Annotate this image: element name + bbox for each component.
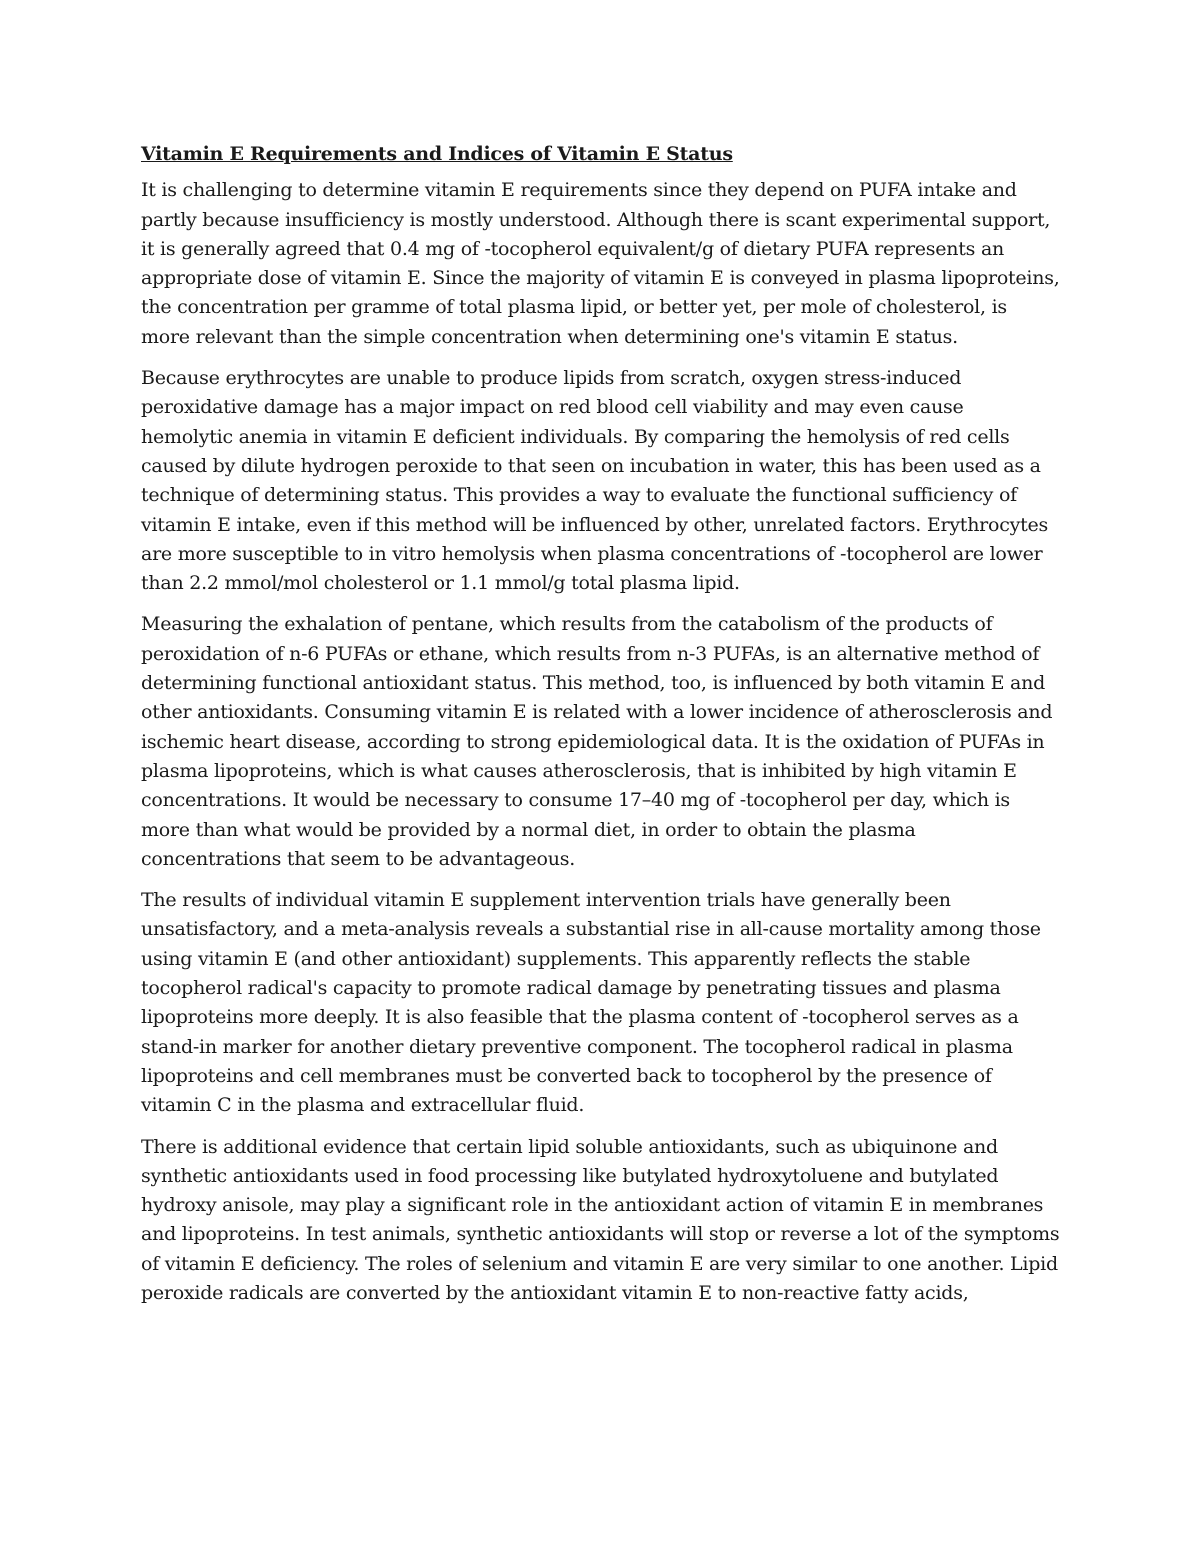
document-body [141, 140, 1061, 1320]
document-title: Vitamin E Requirements and Indices of Vitamin E Status [141, 143, 733, 165]
paragraph-5: There is additional evidence that certain lipid soluble antioxidants, such as ubiquinone and synthetic antioxidants used in food processing like butylated hydroxytoluene and butylated hydroxy anisole, may play a significant role in the antioxidant action of vitamin E in membranes and lipoproteins. In test animals, synthetic antioxidants will stop or reverse a lot of the symptoms of vitamin E deficiency. The roles of selenium and vitamin E are very similar to one another. Lipid peroxide radicals are converted by the antioxidant vitamin E to non-reactive fatty acids, [141, 1135, 1060, 1304]
paragraph-3: Measuring the exhalation of pentane, which results from the catabolism of the products of peroxidation of n-6 PUFAs or ethane, which results from n-3 PUFAs, is an alternative method of determining functional antioxidant status. This method, too, is influenced by both vitamin E and other antioxidants. Consuming vitamin E is related with a lower incidence of atherosclerosis and ischemic heart disease, according to strong epidemiological data. It is the oxidation of PUFAs in plasma lipoproteins, which is what causes atherosclerosis, that is inhibited by high vitamin E concentrations. It would be necessary to consume 17–40 mg of -tocopherol per day, which is more than what would be provided by a normal diet, in order to obtain the plasma concentrations that seem to be advantageous. [141, 613, 1053, 870]
paragraph-4: The results of individual vitamin E supplement intervention trials have generally been unsatisfactory, and a meta-analysis reveals a substantial rise in all-cause mortality among those using vitamin E (and other antioxidant) supplements. This apparently reflects the stable tocopherol radical's capacity to promote radical damage by penetrating tissues and plasma lipoproteins more deeply. It is also feasible that the plasma content of -tocopherol serves as a stand-in marker for another dietary preventive component. The tocopherol radical in plasma lipoproteins and cell membranes must be converted back to tocopherol by the presence of vitamin C in the plasma and extracellular fluid. [141, 889, 1041, 1117]
paragraph-1: It is challenging to determine vitamin E requirements since they depend on PUFA intake and partly because insufficiency is mostly understood. Although there is scant experimental support, it is generally agreed that 0.4 mg of -tocopherol equivalent/g of dietary PUFA represents an appropriate dose of vitamin E. Since the majority of vitamin E is conveyed in plasma lipoproteins, the concentration per gramme of total plasma lipid, or better yet, per mole of cholesterol, is more relevant than the simple concentration when determining one's vitamin E status. [141, 179, 1060, 348]
paragraph-2: Because erythrocytes are unable to produce lipids from scratch, oxygen stress-induced peroxidative damage has a major impact on red blood cell viability and may even cause hemolytic anemia in vitamin E deficient individuals. By comparing the hemolysis of red cells caused by dilute hydrogen peroxide to that seen on incubation in water, this has been used as a technique of determining status. This provides a way to evaluate the functional sufficiency of vitamin E intake, even if this method will be influenced by other, unrelated factors. Erythrocytes are more susceptible to in vitro hemolysis when plasma concentrations of -tocopherol are lower than 2.2 mmol/mol cholesterol or 1.1 mmol/g total plasma lipid. [141, 367, 1048, 595]
